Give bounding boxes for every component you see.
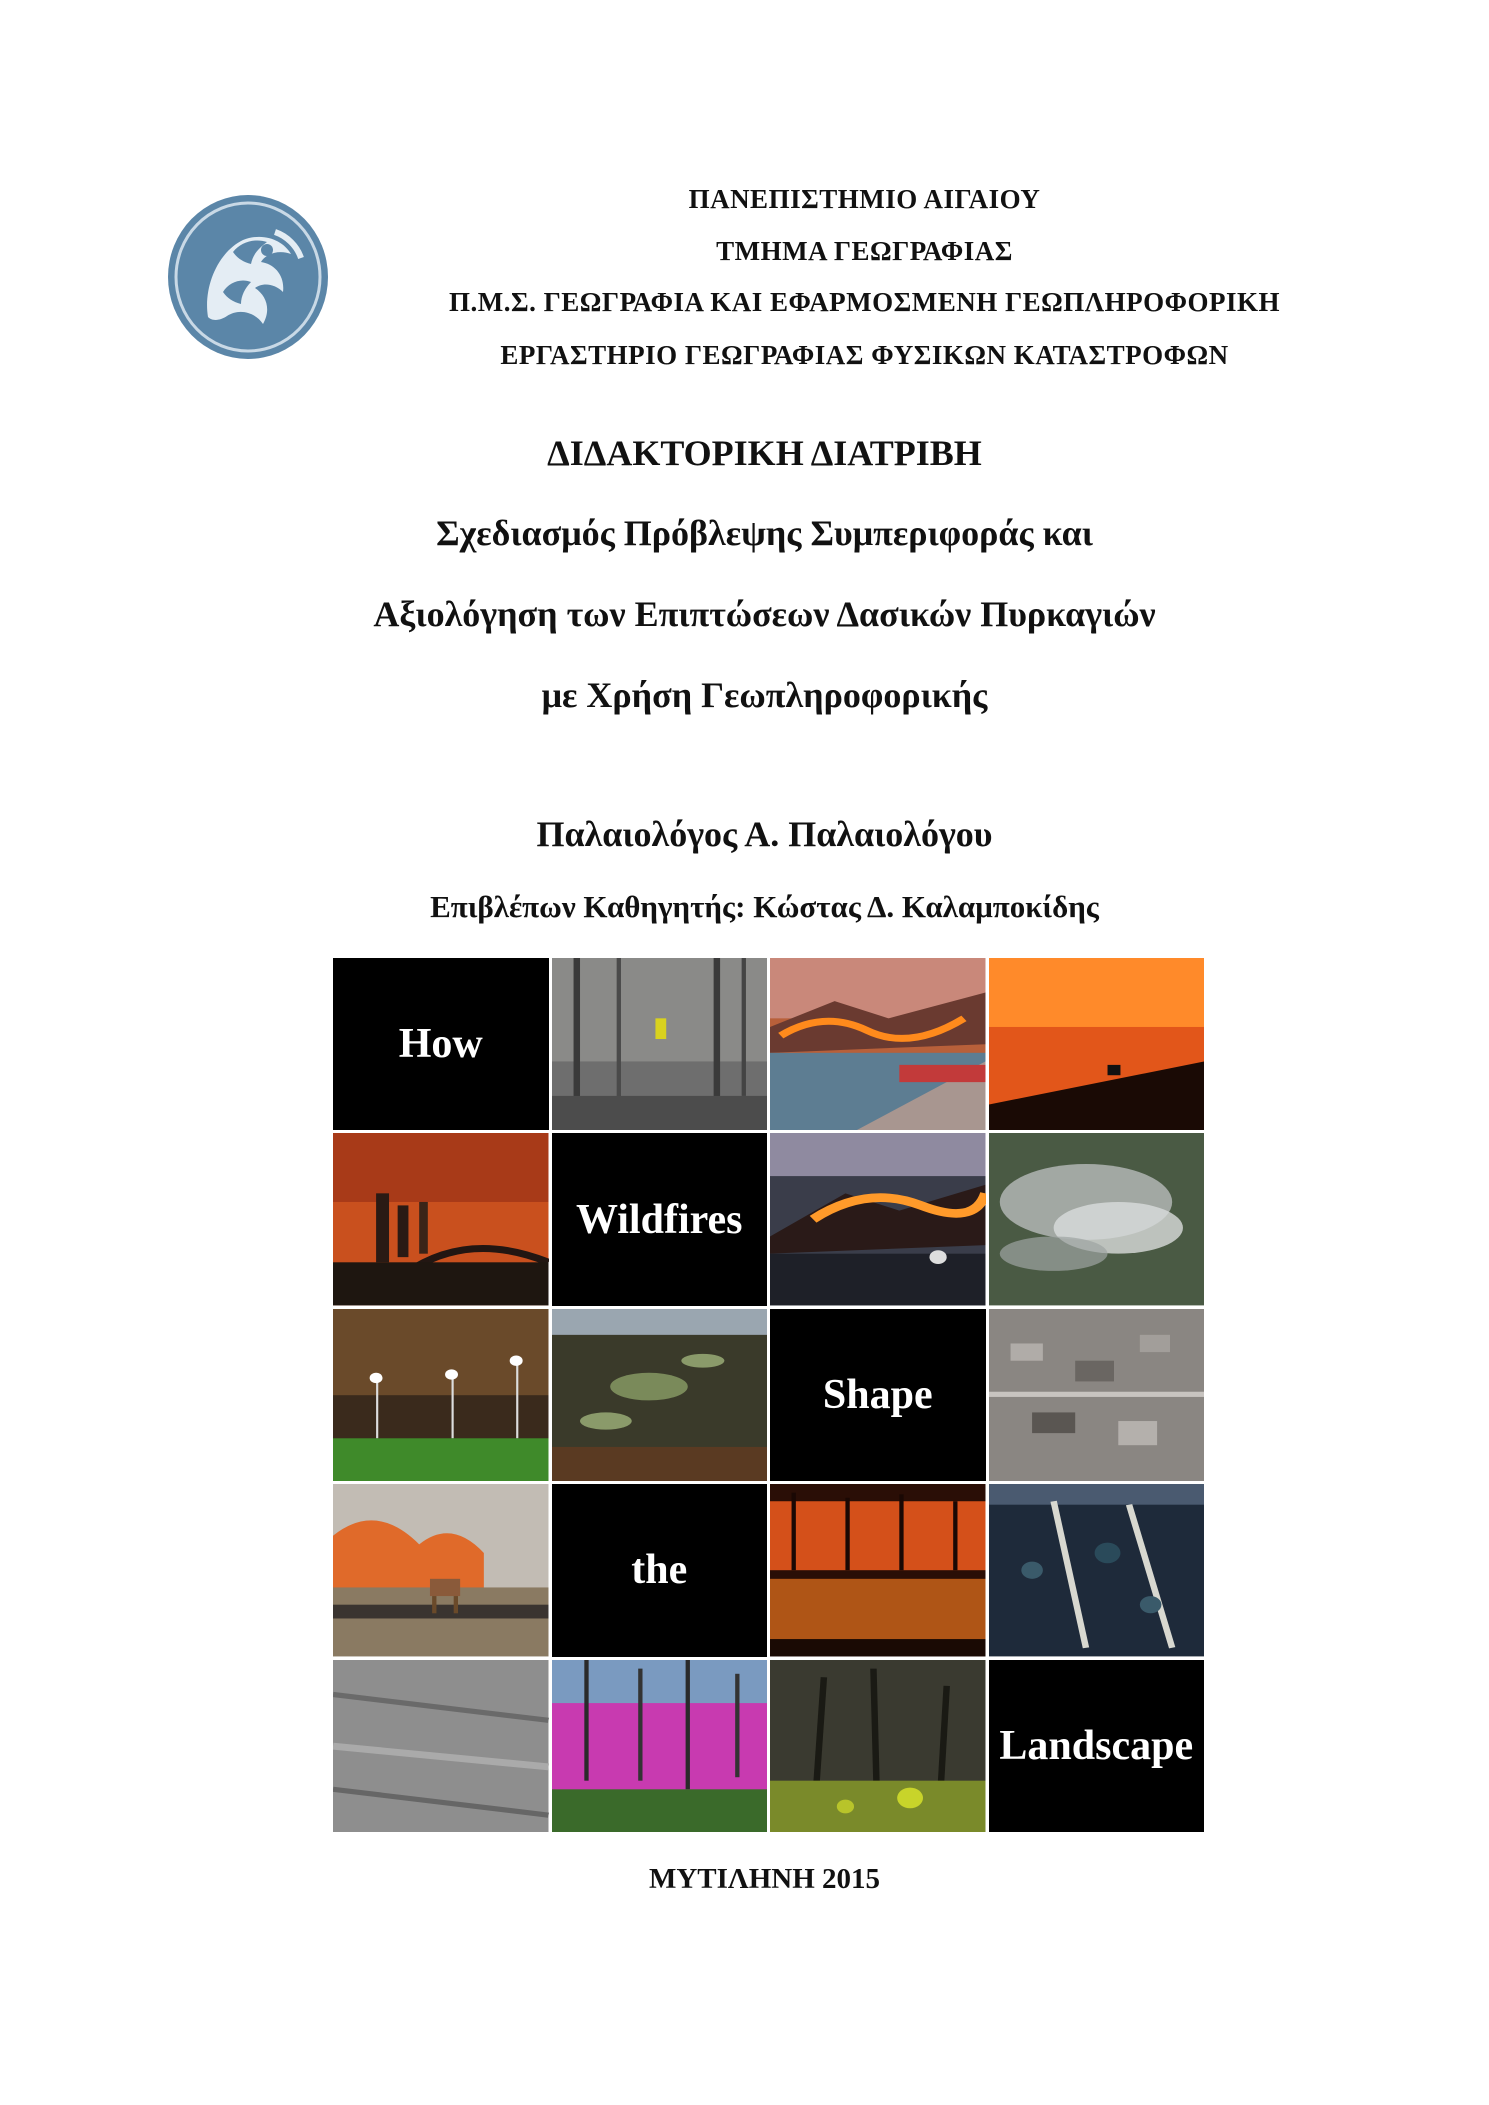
photo-aerial-burn-roads <box>989 1484 1205 1656</box>
photo-firefighter-smoke <box>552 958 768 1130</box>
photo-ash-ground <box>333 1660 549 1832</box>
photo-beach-fire <box>770 958 986 1130</box>
supervisor-name: Επιβλέπων Καθηγητής: Κώστας Δ. Καλαμποκίδης <box>430 889 1099 924</box>
photo-fireweed-regrowth <box>552 1660 768 1832</box>
photo-stadium-smoke <box>333 1309 549 1481</box>
photo-mountain-fire-night <box>770 1133 986 1305</box>
university-logo <box>163 192 333 362</box>
photo-deer-fleeing-fire <box>333 1484 549 1656</box>
document-type: ΔΙΔΑΚΤΟΡΙΚΗ ΔΙΑΤΡΙΒΗ <box>547 433 982 473</box>
author-name: Παλαιολόγος Α. Παλαιολόγου <box>536 814 993 854</box>
photo-forest-fire-reflection <box>770 1484 986 1656</box>
collage-word-landscape: Landscape <box>989 1660 1205 1832</box>
photo-satellite-smoke <box>989 1133 1205 1305</box>
department-name: ΤΜΗΜΑ ΓΕΩΓΡΑΦΙΑΣ <box>716 236 1013 266</box>
collage-word-the: the <box>552 1484 768 1656</box>
program-name: Π.Μ.Σ. ΓΕΩΓΡΑΦΙΑ ΚΑΙ ΕΦΑΡΜΟΣΜΕΝΗ ΓΕΩΠΛΗΡΟΦΟΡΙΚΗ <box>448 287 1281 317</box>
title-line-2: Αξιολόγηση των Επιπτώσεων Δασικών Πυρκαγιών <box>373 594 1156 634</box>
title-line-1: Σχεδιασμός Πρόβλεψης Συμπεριφοράς και <box>436 513 1093 553</box>
laboratory-name: ΕΡΓΑΣΤΗΡΙΟ ΓΕΩΓΡΑΦΙΑΣ ΦΥΣΙΚΩΝ ΚΑΤΑΣΤΡΟΦΩΝ <box>500 340 1229 370</box>
photo-deer-hillside-fire <box>989 958 1205 1130</box>
wildfire-collage <box>333 958 1204 1832</box>
collage-word-shape: Shape <box>770 1309 986 1481</box>
photo-city-orange-sky <box>333 1133 549 1305</box>
university-name: ΠΑΝΕΠΙΣΤΗΜΙΟ ΑΙΓΑΙΟΥ <box>688 184 1041 214</box>
photo-aerial-burned-forest <box>552 1309 768 1481</box>
place-year: ΜΥΤΙΛΗΝΗ 2015 <box>648 1863 881 1895</box>
collage-word-how: How <box>333 958 549 1130</box>
title-line-3: με Χρήση Γεωπληροφορικής <box>541 675 988 715</box>
photo-burned-trees-regrowth <box>770 1660 986 1832</box>
photo-burned-neighborhood <box>989 1309 1205 1481</box>
collage-word-wildfires: Wildfires <box>552 1133 768 1305</box>
